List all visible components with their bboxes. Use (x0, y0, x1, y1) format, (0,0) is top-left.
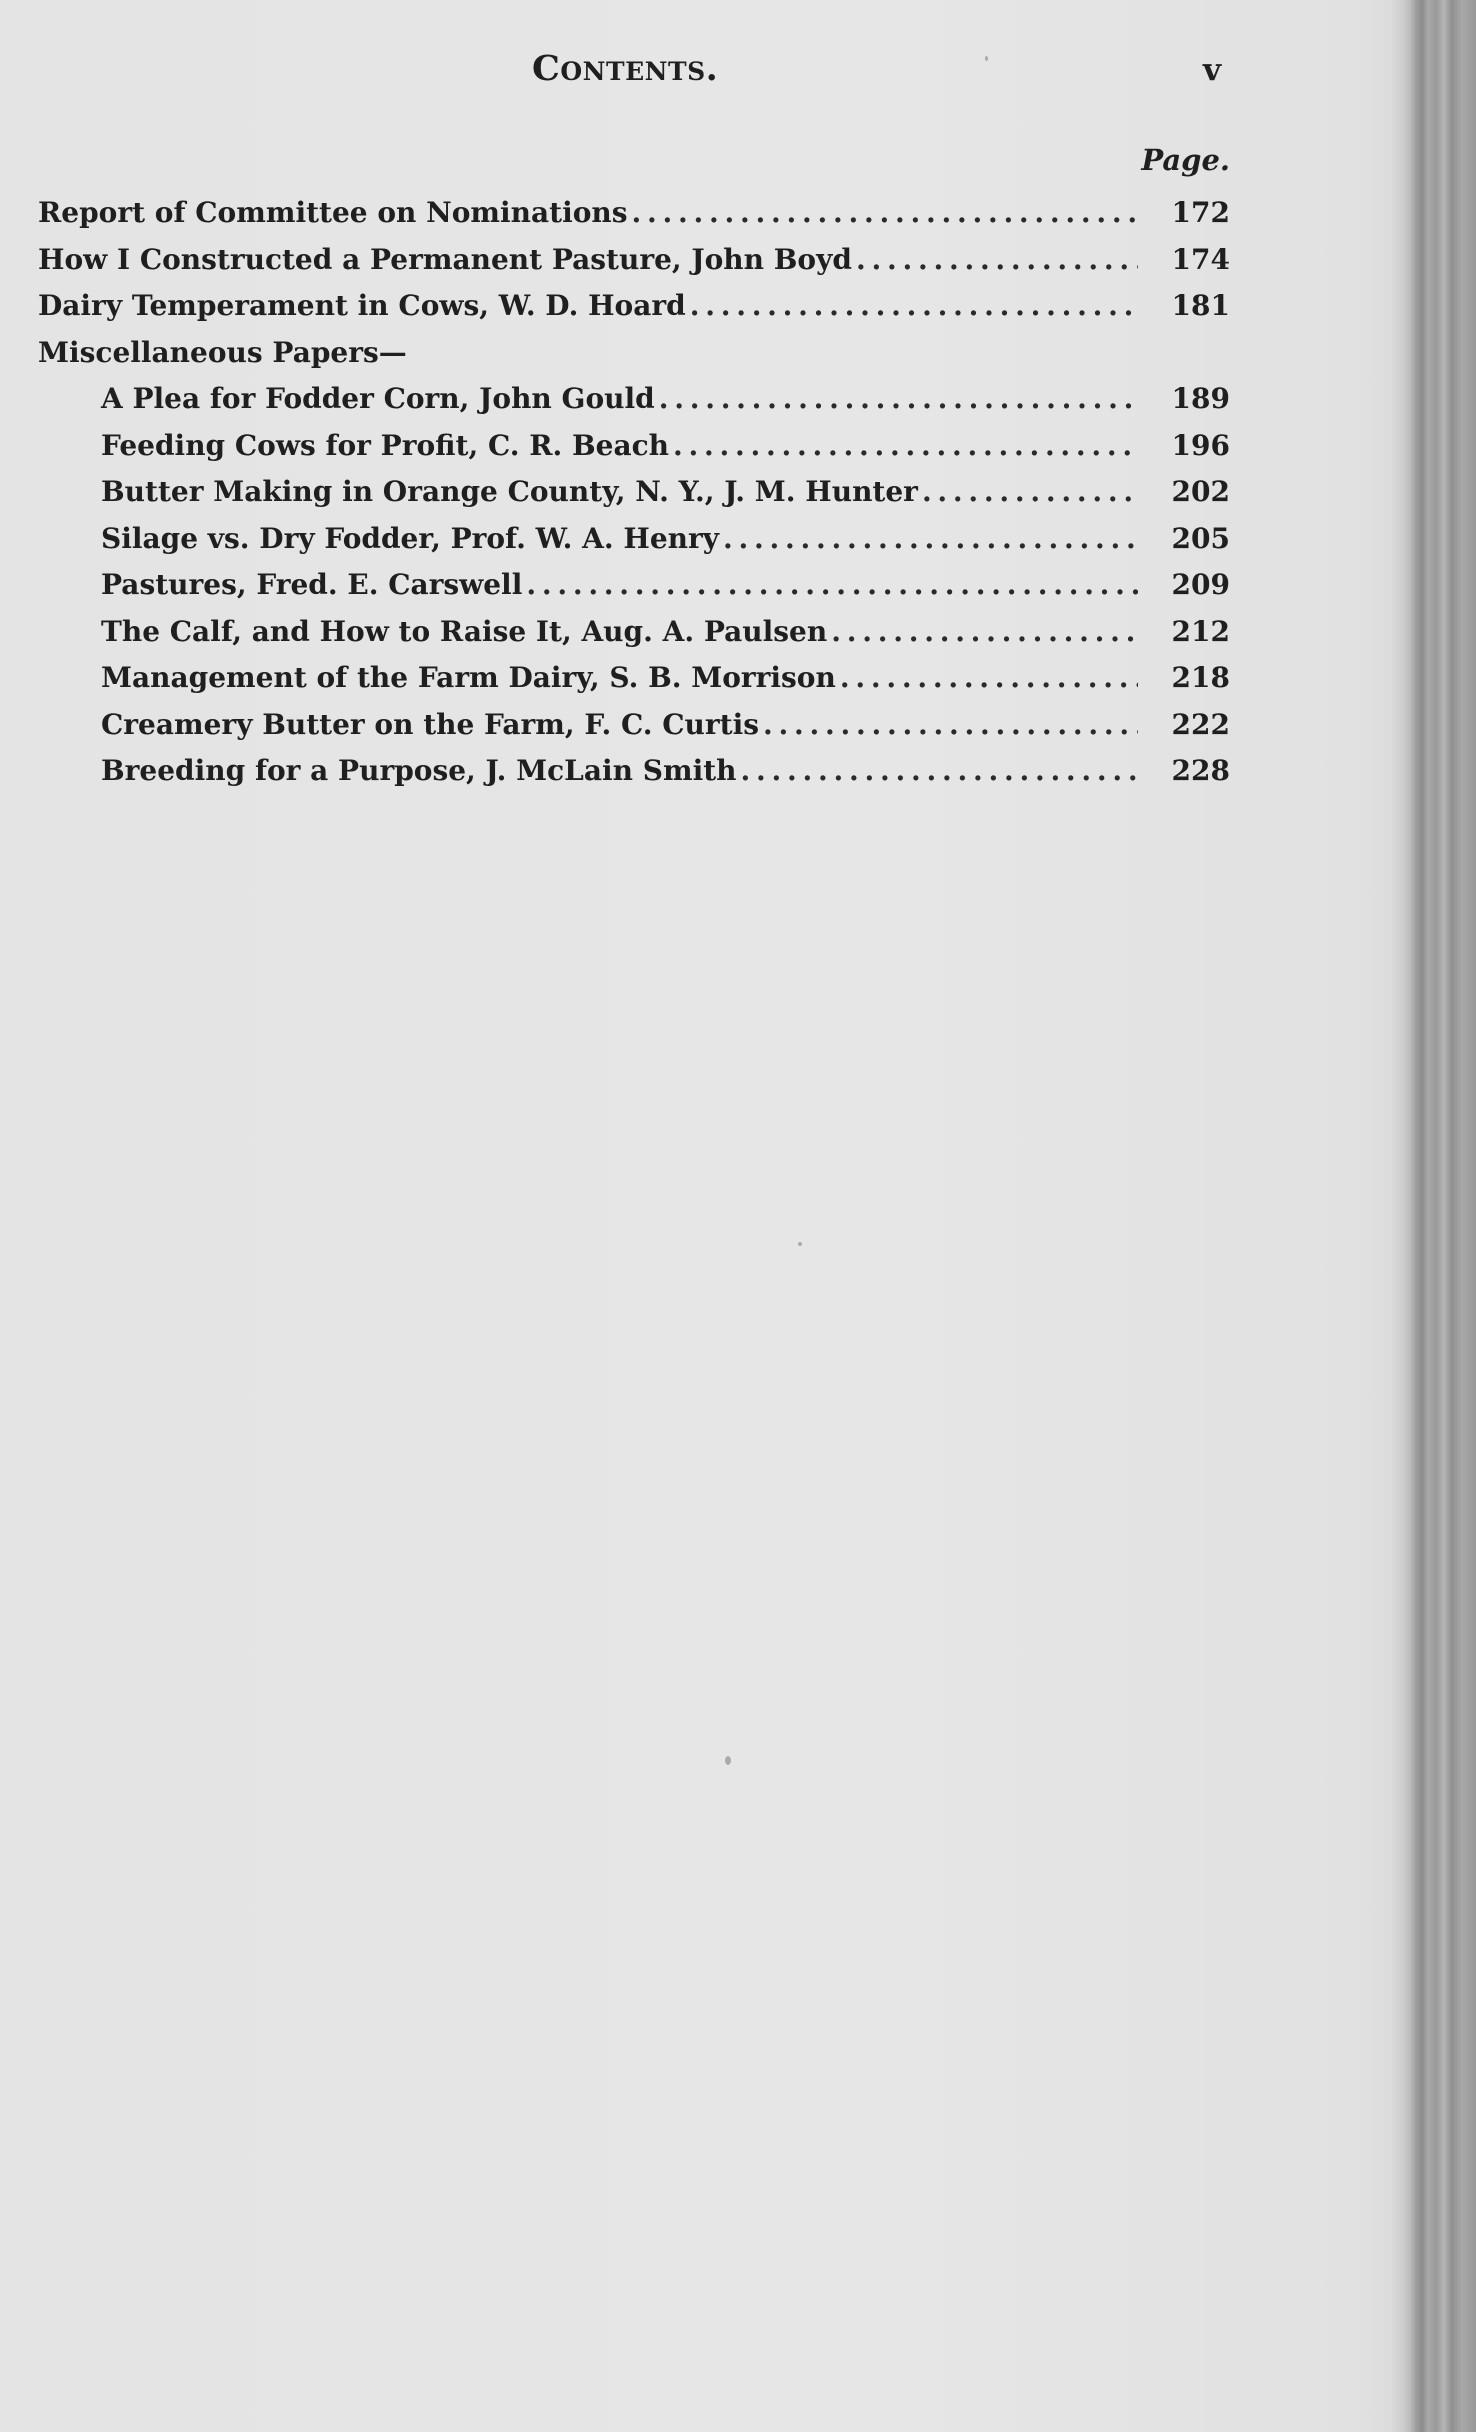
toc-entry (38, 237, 1230, 284)
toc-entry (38, 562, 1230, 609)
toc-entry-title: Management of the Farm Dairy, S. B. Morrison (101, 661, 836, 694)
toc-entry (38, 609, 1230, 656)
toc-entry-title: Feeding Cows for Profit, C. R. Beach (101, 428, 670, 462)
toc-dot-leader (922, 469, 1138, 516)
toc-dot-leader (763, 702, 1138, 749)
toc-entry-page-number: 196 (1171, 428, 1230, 462)
page-binding-edge (1392, 0, 1476, 2432)
toc-dot-leader (632, 190, 1138, 237)
toc-entry-page-number: 174 (1171, 242, 1230, 276)
toc-dot-leader (659, 376, 1138, 423)
toc-dot-leader (856, 237, 1138, 284)
toc-entry-title: Breeding for a Purpose, J. McLain Smith (101, 754, 737, 787)
toc-entry-page-number: 212 (1171, 614, 1230, 648)
toc-dot-leader (690, 283, 1138, 330)
running-head-title: Contents. (532, 48, 719, 89)
page-column-label: Page. (1141, 143, 1230, 177)
table-of-contents (38, 190, 1230, 795)
toc-entry-page-number: 209 (1171, 568, 1230, 601)
toc-entry-title: Creamery Butter on the Farm, F. C. Curtis (101, 707, 759, 741)
toc-entry-page-number: 222 (1171, 707, 1230, 741)
toc-entry (38, 655, 1230, 702)
toc-dot-leader (840, 655, 1138, 702)
scan-speck (798, 1242, 802, 1246)
toc-entry-page-number: 189 (1171, 382, 1230, 415)
toc-entry-page-number: 218 (1171, 661, 1230, 694)
toc-entry-title: Dairy Temperament in Cows, W. D. Hoard (38, 289, 686, 322)
toc-entry-title: Report of Committee on Nominations (38, 196, 628, 229)
running-head (0, 48, 1476, 98)
toc-entry-title: Pastures, Fred. E. Carswell (101, 568, 523, 601)
toc-entry-title: Miscellaneous Papers— (38, 335, 407, 369)
toc-entry-page-number: 172 (1171, 196, 1230, 229)
toc-entry-page-number: 181 (1171, 289, 1230, 322)
toc-entry-title: Butter Making in Orange County, N. Y., J. M. Hunter (101, 475, 918, 508)
toc-entry-page-number: 205 (1171, 521, 1230, 555)
scan-speck (985, 56, 988, 61)
toc-entry-page-number: 228 (1171, 754, 1230, 787)
scan-speck (725, 1756, 731, 1765)
toc-entry-title: The Calf, and How to Raise It, Aug. A. Paulsen (101, 614, 828, 648)
toc-dot-leader (723, 516, 1138, 563)
toc-section-heading (38, 330, 1230, 377)
toc-entry (38, 748, 1230, 795)
toc-entry (38, 283, 1230, 330)
toc-entry-title: How I Constructed a Permanent Pasture, John Boyd (38, 242, 852, 276)
toc-entry (38, 376, 1230, 423)
toc-entry (38, 190, 1230, 237)
toc-dot-leader (673, 423, 1138, 470)
toc-dot-leader (741, 748, 1138, 795)
toc-dot-leader (831, 609, 1138, 656)
toc-entry (38, 469, 1230, 516)
toc-entry (38, 516, 1230, 563)
toc-entry (38, 423, 1230, 470)
toc-entry-title: Silage vs. Dry Fodder, Prof. W. A. Henry (101, 521, 720, 555)
page-folio: v (1203, 52, 1222, 88)
toc-entry (38, 702, 1230, 749)
toc-entry-title: A Plea for Fodder Corn, John Gould (101, 382, 655, 415)
toc-dot-leader (526, 562, 1138, 609)
toc-entry-page-number: 202 (1171, 475, 1230, 508)
